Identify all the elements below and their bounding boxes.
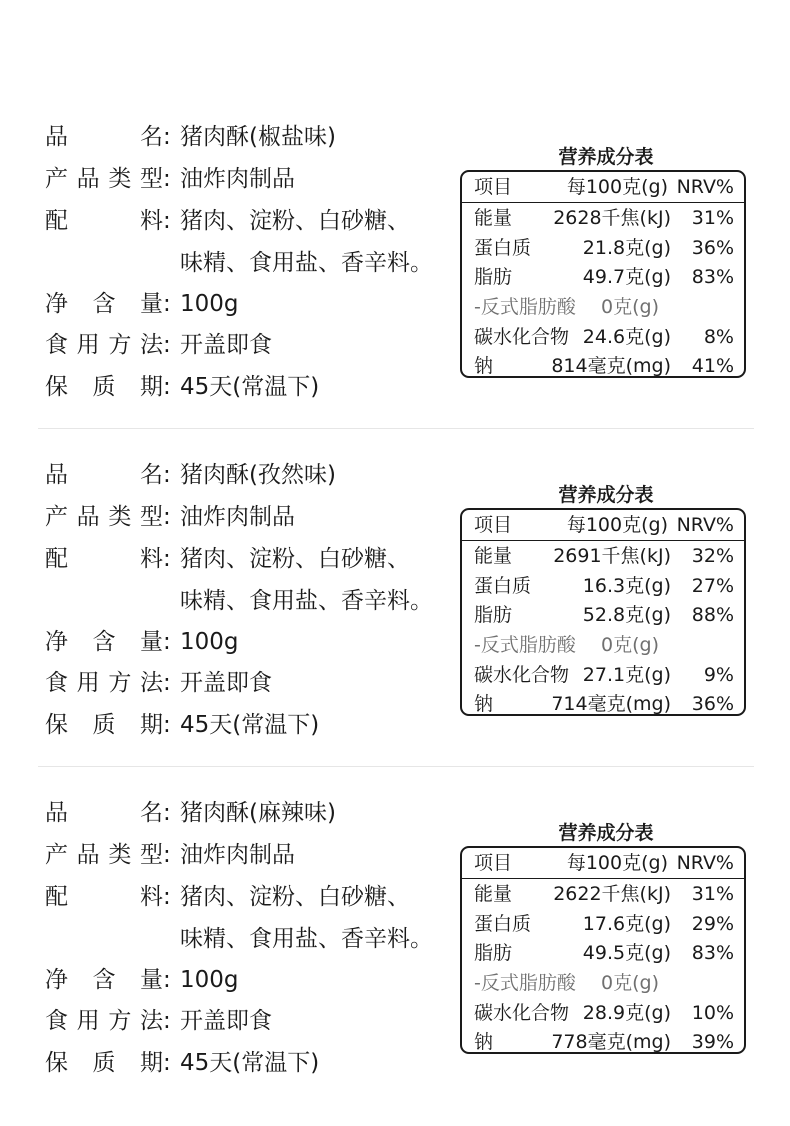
label-char: 型 [139, 166, 163, 192]
info-label-shelf [45, 372, 163, 402]
info-value-weight: 100g [180, 967, 239, 993]
label-char: 名 [140, 800, 163, 826]
label-char: 期 [140, 1050, 163, 1076]
nutrition-title: 营养成分表 [558, 822, 654, 844]
nutrient-name: 碳水化合物 [474, 326, 570, 348]
nutrient-amount: 814毫克(mg) [551, 355, 671, 377]
label-char: 品 [76, 166, 100, 192]
info-label-name [45, 460, 163, 490]
nutrient-amount: 0克(g) [601, 296, 659, 318]
label-char: 方 [108, 332, 132, 358]
nutrient-amount: 27.1克(g) [582, 664, 671, 686]
label-char: 配 [45, 884, 68, 910]
info-colon: : [163, 546, 171, 572]
nutrient-name: 碳水化合物 [474, 664, 570, 686]
nutrition-header-row [474, 849, 734, 878]
info-label-weight [45, 627, 163, 657]
nutrient-nrv: 29% [691, 913, 734, 935]
info-label-name [45, 122, 163, 152]
info-colon: : [163, 712, 171, 738]
nutrient-amount: 714毫克(mg) [551, 693, 671, 715]
info-value-usage: 开盖即食 [180, 1008, 272, 1034]
nutrient-amount: 17.6克(g) [582, 913, 671, 935]
info-value-weight: 100g [180, 291, 239, 317]
nutrient-name: 能量 [474, 545, 513, 567]
nutrient-name: 蛋白质 [474, 575, 532, 597]
info-colon: : [163, 208, 171, 234]
nutrient-name: -反式脂肪酸 [474, 296, 576, 318]
label-char: 期 [140, 712, 163, 738]
info-label-shelf [45, 710, 163, 740]
label-char: 名 [140, 462, 163, 488]
info-value-type: 油炸肉制品 [180, 842, 295, 868]
info-value-name: 猪肉酥(孜然味) [180, 462, 336, 488]
nutrient-amount: 0克(g) [601, 972, 659, 994]
info-colon: : [163, 884, 171, 910]
nutrient-name: 脂肪 [474, 942, 513, 964]
nutrient-amount: 2628千焦(kJ) [553, 207, 671, 229]
nutrient-name: 蛋白质 [474, 237, 532, 259]
label-char: 法 [139, 1008, 163, 1034]
product-block [0, 120, 790, 450]
col-item-header: 项目 [474, 176, 513, 198]
label-char: 型 [139, 504, 163, 530]
info-colon: : [163, 374, 171, 400]
label-char: 品 [76, 504, 100, 530]
nutrition-table [460, 170, 746, 378]
info-label-usage [45, 1006, 163, 1036]
label-char: 含 [92, 291, 116, 317]
label-char: 产 [45, 504, 68, 530]
nutrient-nrv: 36% [691, 693, 734, 715]
nutrition-row [474, 293, 734, 322]
info-value-type: 油炸肉制品 [180, 504, 295, 530]
nutrition-row [474, 204, 734, 233]
nutrient-nrv: 88% [691, 604, 734, 626]
col-per-header: 每100克(g) [566, 852, 668, 874]
nutrition-row [474, 661, 734, 690]
info-value-ingr2: 味精、食用盐、香辛料。 [180, 588, 433, 614]
info-colon: : [163, 629, 171, 655]
info-colon: : [163, 670, 171, 696]
info-label-type [45, 164, 163, 194]
nutrition-header-row [474, 173, 734, 202]
nutrient-nrv: 31% [691, 883, 734, 905]
label-char: 净 [45, 629, 68, 655]
product-block [0, 796, 790, 1126]
info-label-weight [45, 965, 163, 995]
col-per-header: 每100克(g) [566, 514, 668, 536]
header-rule [462, 878, 744, 879]
info-label-name [45, 798, 163, 828]
nutrient-name: 脂肪 [474, 604, 513, 626]
info-colon: : [163, 332, 171, 358]
info-label-weight [45, 289, 163, 319]
label-char: 期 [140, 374, 163, 400]
nutrition-row [474, 969, 734, 998]
info-colon: : [163, 124, 171, 150]
nutrient-name: 能量 [474, 883, 513, 905]
info-label-ingr [45, 882, 163, 912]
info-colon: : [163, 842, 171, 868]
col-per-header: 每100克(g) [566, 176, 668, 198]
nutrient-nrv: 41% [691, 355, 734, 377]
info-label-type [45, 502, 163, 532]
nutrient-nrv: 39% [691, 1031, 734, 1053]
nutrient-amount: 16.3克(g) [582, 575, 671, 597]
nutrition-row [474, 690, 734, 719]
info-value-ingr: 猪肉、淀粉、白砂糖、 [180, 884, 410, 910]
nutrient-nrv: 32% [691, 545, 734, 567]
nutrient-nrv: 9% [703, 664, 734, 686]
label-char: 品 [76, 842, 100, 868]
label-char: 用 [76, 1008, 100, 1034]
label-char: 净 [45, 291, 68, 317]
nutrient-nrv: 83% [691, 266, 734, 288]
label-char: 量 [140, 291, 163, 317]
info-label-usage [45, 330, 163, 360]
label-char: 产 [45, 166, 68, 192]
label-char: 用 [76, 332, 100, 358]
info-value-weight: 100g [180, 629, 239, 655]
info-colon: : [163, 166, 171, 192]
nutrition-row [474, 1028, 734, 1057]
nutrient-amount: 778毫克(mg) [551, 1031, 671, 1053]
label-char: 产 [45, 842, 68, 868]
nutrition-row [474, 352, 734, 381]
nutrient-amount: 0克(g) [601, 634, 659, 656]
nutrition-row [474, 999, 734, 1028]
label-char: 料 [140, 208, 163, 234]
info-value-name: 猪肉酥(椒盐味) [180, 124, 336, 150]
label-char: 品 [45, 124, 68, 150]
info-label-type [45, 840, 163, 870]
nutrient-name: 钠 [474, 1031, 494, 1053]
header-rule [462, 540, 744, 541]
info-value-name: 猪肉酥(麻辣味) [180, 800, 336, 826]
nutrient-name: 碳水化合物 [474, 1002, 570, 1024]
label-char: 类 [108, 842, 132, 868]
col-nrv-header: NRV% [676, 514, 734, 536]
nutrient-name: -反式脂肪酸 [474, 634, 576, 656]
info-colon: : [163, 462, 171, 488]
nutrient-nrv: 36% [691, 237, 734, 259]
info-value-ingr: 猪肉、淀粉、白砂糖、 [180, 208, 410, 234]
nutrition-row [474, 263, 734, 292]
label-char: 含 [92, 629, 116, 655]
nutrition-header-row [474, 511, 734, 540]
label-char: 净 [45, 967, 68, 993]
nutrition-title: 营养成分表 [558, 484, 654, 506]
info-value-shelf: 45天(常温下) [180, 1050, 320, 1076]
label-char: 保 [45, 712, 68, 738]
nutrition-row [474, 601, 734, 630]
label-char: 质 [92, 374, 116, 400]
info-label-shelf [45, 1048, 163, 1078]
nutrition-row [474, 234, 734, 263]
nutrient-name: 能量 [474, 207, 513, 229]
label-char: 食 [45, 1008, 68, 1034]
nutrient-amount: 28.9克(g) [582, 1002, 671, 1024]
col-item-header: 项目 [474, 514, 513, 536]
nutrition-row [474, 880, 734, 909]
info-label-ingr [45, 544, 163, 574]
nutrition-table [460, 846, 746, 1054]
nutrition-row [474, 631, 734, 660]
product-block [0, 458, 790, 788]
label-char: 法 [139, 670, 163, 696]
label-char: 配 [45, 208, 68, 234]
info-value-shelf: 45天(常温下) [180, 374, 320, 400]
info-value-usage: 开盖即食 [180, 332, 272, 358]
section-divider [38, 766, 754, 767]
nutrient-amount: 2691千焦(kJ) [553, 545, 671, 567]
label-char: 方 [108, 1008, 132, 1034]
info-label-usage [45, 668, 163, 698]
nutrition-title: 营养成分表 [558, 146, 654, 168]
label-char: 用 [76, 670, 100, 696]
col-item-header: 项目 [474, 852, 513, 874]
info-value-type: 油炸肉制品 [180, 166, 295, 192]
info-value-ingr: 猪肉、淀粉、白砂糖、 [180, 546, 410, 572]
label-char: 量 [140, 967, 163, 993]
nutrient-amount: 52.8克(g) [582, 604, 671, 626]
label-char: 量 [140, 629, 163, 655]
info-colon: : [163, 291, 171, 317]
nutrient-nrv: 8% [703, 326, 734, 348]
label-char: 料 [140, 546, 163, 572]
nutrition-table [460, 508, 746, 716]
label-char: 质 [92, 712, 116, 738]
info-colon: : [163, 504, 171, 530]
info-colon: : [163, 1008, 171, 1034]
nutrient-amount: 49.5克(g) [582, 942, 671, 964]
info-colon: : [163, 967, 171, 993]
label-char: 质 [92, 1050, 116, 1076]
nutrient-amount: 2622千焦(kJ) [553, 883, 671, 905]
nutrient-name: -反式脂肪酸 [474, 972, 576, 994]
nutrient-amount: 21.8克(g) [582, 237, 671, 259]
col-nrv-header: NRV% [676, 852, 734, 874]
section-divider [38, 428, 754, 429]
nutrition-row [474, 572, 734, 601]
label-char: 名 [140, 124, 163, 150]
info-value-ingr2: 味精、食用盐、香辛料。 [180, 250, 433, 276]
nutrition-row [474, 910, 734, 939]
label-char: 品 [45, 800, 68, 826]
label-char: 保 [45, 374, 68, 400]
label-char: 料 [140, 884, 163, 910]
info-value-ingr2: 味精、食用盐、香辛料。 [180, 926, 433, 952]
header-rule [462, 202, 744, 203]
label-char: 品 [45, 462, 68, 488]
nutrient-name: 钠 [474, 355, 494, 377]
label-char: 食 [45, 332, 68, 358]
info-label-ingr [45, 206, 163, 236]
label-char: 方 [108, 670, 132, 696]
label-char: 类 [108, 166, 132, 192]
label-char: 配 [45, 546, 68, 572]
label-char: 法 [139, 332, 163, 358]
nutrient-amount: 24.6克(g) [582, 326, 671, 348]
nutrient-name: 蛋白质 [474, 913, 532, 935]
nutrient-nrv: 83% [691, 942, 734, 964]
nutrient-name: 钠 [474, 693, 494, 715]
info-colon: : [163, 1050, 171, 1076]
label-char: 食 [45, 670, 68, 696]
label-char: 型 [139, 842, 163, 868]
nutrient-nrv: 27% [691, 575, 734, 597]
nutrient-name: 脂肪 [474, 266, 513, 288]
nutrient-nrv: 31% [691, 207, 734, 229]
label-char: 含 [92, 967, 116, 993]
info-value-shelf: 45天(常温下) [180, 712, 320, 738]
label-char: 保 [45, 1050, 68, 1076]
info-value-usage: 开盖即食 [180, 670, 272, 696]
label-char: 类 [108, 504, 132, 530]
info-colon: : [163, 800, 171, 826]
nutrition-row [474, 939, 734, 968]
nutrition-row [474, 323, 734, 352]
nutrition-row [474, 542, 734, 571]
col-nrv-header: NRV% [676, 176, 734, 198]
nutrient-nrv: 10% [691, 1002, 734, 1024]
nutrient-amount: 49.7克(g) [582, 266, 671, 288]
